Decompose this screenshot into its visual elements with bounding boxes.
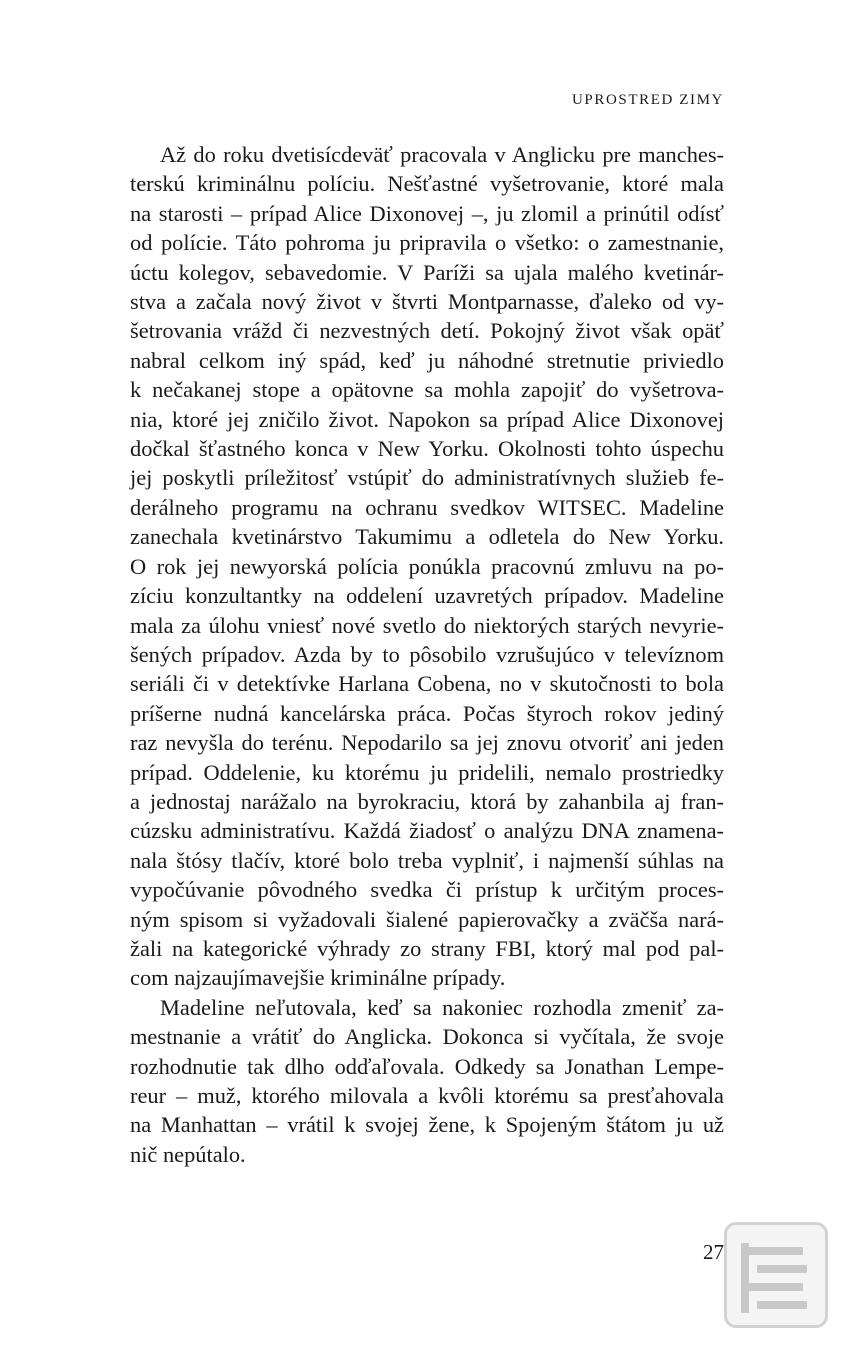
text-line: Až do roku dvetisícdeväť pracovala v Anglicku pre manches- xyxy=(160,142,724,167)
watermark-bar xyxy=(745,1283,803,1291)
text-line: zíciu konzultantky na oddelení uzavretých prípadov. Madeline xyxy=(130,583,724,609)
watermark-bar xyxy=(757,1265,807,1273)
text-line: derálneho programu na ochranu svedkov WITSEC. Madeline xyxy=(130,494,724,520)
text-line: úctu kolegov, sebavedomie. V Paríži sa ujala malého kvetinár- xyxy=(130,259,724,285)
text-line: šených prípadov. Azda by to pôsobilo vzrušujúco v televíznom xyxy=(130,641,724,667)
text-line: cúzsku administratívu. Každá žiadosť o analýzu DNA znamena- xyxy=(130,818,724,844)
text-line: od polície. Táto pohroma ju pripravila o všetko: o zamestnanie, xyxy=(130,230,724,256)
text-line: zanechala kvetinárstvo Takumimu a odletela do New Yorku. xyxy=(130,524,724,550)
watermark-bar xyxy=(745,1247,803,1255)
text-line: nič nepútalo. xyxy=(130,1141,246,1167)
text-line: jej poskytli príležitosť vstúpiť do administratívnych služieb fe- xyxy=(130,465,724,491)
text-line: nabral celkom iný spád, keď ju náhodné stretnutie priviedlo xyxy=(130,347,724,373)
text-line: na starosti – prípad Alice Dixonovej –, ju zlomil a prinútil odísť xyxy=(130,200,724,226)
list-document-icon xyxy=(724,1222,828,1328)
text-line: dočkal šťastného konca v New Yorku. Okolnosti tohto úspechu xyxy=(130,436,724,462)
text-line: seriáli či v detektívke Harlana Cobena, no v skutočnosti to bola xyxy=(130,671,724,697)
text-line: vypočúvanie pôvodného svedka či prístup k určitým proces- xyxy=(130,877,724,903)
text-line: ným spisom si vyžadovali šialené papierovačky a zväčša nará- xyxy=(130,906,724,932)
text-line: mala za úlohu vniesť nové svetlo do niektorých starých nevyrie- xyxy=(130,612,724,638)
text-line: šetrovania vrážd či nezvestných detí. Pokojný život však opäť xyxy=(130,318,724,344)
text-line: prípad. Oddelenie, ku ktorému ju pridelili, nemalo prostriedky xyxy=(130,759,724,785)
text-line: stva a začala nový život v štvrti Montparnasse, ďaleko od vy- xyxy=(130,289,724,315)
text-line: nia, ktoré jej zničilo život. Napokon sa prípad Alice Dixonovej xyxy=(130,406,724,432)
watermark-bar xyxy=(757,1301,807,1309)
text-line: nala štósy tlačív, ktoré bolo treba vyplniť, i najmenší súhlas na xyxy=(130,847,724,873)
paragraph-2 xyxy=(130,993,724,1169)
text-line: k nečakanej stope a opätovne sa mohla zapojiť do vyšetrova- xyxy=(130,377,724,403)
text-line: raz nevyšla do terénu. Nepodarilo sa jej znovu otvoriť ani jeden xyxy=(130,730,724,756)
text-line: Madeline neľutovala, keď sa nakoniec rozhodla zmeniť za- xyxy=(160,994,724,1020)
text-line: príšerne nudná kancelárska práca. Počas štyroch rokov jediný xyxy=(130,700,724,726)
text-line: O rok jej newyorská polícia ponúkla pracovnú zmluvu na po- xyxy=(130,553,724,579)
text-line: mestnanie a vrátiť do Anglicka. Dokonca si vyčítala, že svoje xyxy=(130,1024,724,1050)
text-line: rozhodnutie tak dlho odďaľovala. Odkedy sa Jonathan Lempe- xyxy=(130,1053,724,1079)
page-number: 27 xyxy=(703,1240,724,1264)
text-line: na Manhattan – vrátil k svojej žene, k Spojeným štátom ju už xyxy=(130,1112,724,1138)
text-line: com najzaujímavejšie kriminálne prípady. xyxy=(130,965,506,991)
body-text xyxy=(130,140,724,1169)
text-line: žali na kategorické výhrady zo strany FBI, ktorý mal pod pal- xyxy=(130,935,724,961)
paragraph-1 xyxy=(130,140,724,993)
text-line: terskú kriminálnu políciu. Nešťastné vyšetrovanie, ktoré mala xyxy=(130,171,724,197)
running-head: UPROSTRED ZIMY xyxy=(572,92,724,108)
text-line: reur – muž, ktorého milovala a kvôli ktorému sa presťahovala xyxy=(130,1083,724,1108)
text-line: a jednostaj narážalo na byrokraciu, ktorá by zahanbila aj fran- xyxy=(130,788,724,814)
